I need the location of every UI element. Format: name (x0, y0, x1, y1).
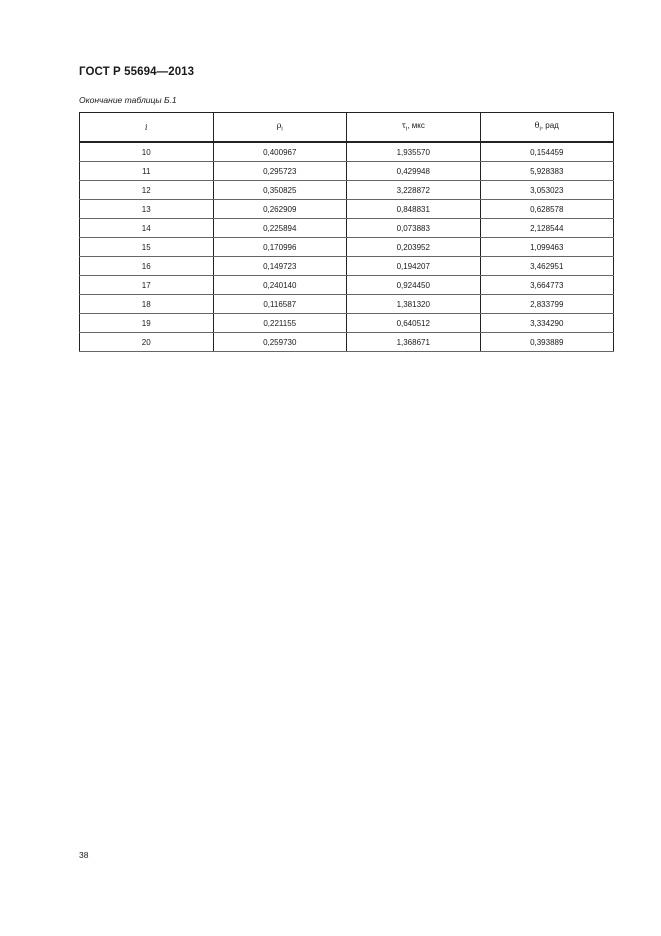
table-cell: 0,429948 (347, 162, 481, 181)
table-cell: 1,099463 (480, 238, 614, 257)
table-cell: 2,128544 (480, 219, 614, 238)
table-cell: 18 (80, 295, 214, 314)
table-cell: 0,240140 (213, 276, 347, 295)
table-cell: 12 (80, 181, 214, 200)
table-cell: 0,262909 (213, 200, 347, 219)
table-body (80, 142, 614, 352)
table-cell: 0,154459 (480, 142, 614, 162)
table-cell: 10 (80, 142, 214, 162)
header-tau-sub: i (406, 126, 408, 133)
table-cell: 11 (80, 162, 214, 181)
table-row (80, 333, 614, 352)
table-cell: 3,462951 (480, 257, 614, 276)
table-cell: 3,334290 (480, 314, 614, 333)
header-theta-symbol: θ (534, 121, 540, 131)
document-title: ГОСТ Р 55694—2013 (79, 66, 195, 78)
table-cell: 0,640512 (347, 314, 481, 333)
header-i-symbol: i (144, 122, 148, 132)
table-cell: 0,073883 (347, 219, 481, 238)
table-cell: 0,393889 (480, 333, 614, 352)
table-cell: 0,149723 (213, 257, 347, 276)
table-cell: 1,381320 (347, 295, 481, 314)
table-header-row (80, 113, 614, 143)
table-cell: 0,848831 (347, 200, 481, 219)
page-number: 38 (79, 850, 89, 860)
table-cell: 0,259730 (213, 333, 347, 352)
table-cell: 0,628578 (480, 200, 614, 219)
header-theta-sub: i (539, 126, 541, 133)
table-row (80, 295, 614, 314)
table-cell: 2,833799 (480, 295, 614, 314)
table-cell: 0,221155 (213, 314, 347, 333)
table-row (80, 276, 614, 295)
table-cell: 0,350825 (213, 181, 347, 200)
table-cell: 0,295723 (213, 162, 347, 181)
data-table (79, 112, 614, 352)
table-cell: 3,228872 (347, 181, 481, 200)
table-row (80, 238, 614, 257)
table-cell: 17 (80, 276, 214, 295)
table-cell: 19 (80, 314, 214, 333)
header-tau-symbol: τ (401, 121, 407, 131)
table-cell: 0,924450 (347, 276, 481, 295)
header-theta-unit: , рад (540, 121, 559, 131)
header-rho-symbol: ρ (276, 121, 282, 131)
table-row (80, 162, 614, 181)
header-tau (347, 113, 481, 143)
table-cell: 16 (80, 257, 214, 276)
table-row (80, 142, 614, 162)
table-cell: 0,400967 (213, 142, 347, 162)
table-cell: 1,935570 (347, 142, 481, 162)
table-cell: 1,368671 (347, 333, 481, 352)
table-cell: 14 (80, 219, 214, 238)
table-cell: 3,664773 (480, 276, 614, 295)
header-theta (480, 113, 614, 143)
table-row (80, 219, 614, 238)
header-rho (213, 113, 347, 143)
table-row (80, 257, 614, 276)
table-cell: 0,116587 (213, 295, 347, 314)
table-caption: Окончание таблицы Б.1 (79, 95, 177, 105)
table-cell: 0,203952 (347, 238, 481, 257)
table-row (80, 181, 614, 200)
table-cell: 15 (80, 238, 214, 257)
header-rho-sub: i (281, 126, 283, 133)
table-row (80, 314, 614, 333)
header-tau-unit: , мкс (407, 121, 425, 131)
table-cell: 5,928383 (480, 162, 614, 181)
table-cell: 0,194207 (347, 257, 481, 276)
table-cell: 0,170996 (213, 238, 347, 257)
table-cell: 13 (80, 200, 214, 219)
header-i (80, 113, 214, 143)
table-cell: 20 (80, 333, 214, 352)
table-cell: 3,053023 (480, 181, 614, 200)
table-cell: 0,225894 (213, 219, 347, 238)
table-row (80, 200, 614, 219)
